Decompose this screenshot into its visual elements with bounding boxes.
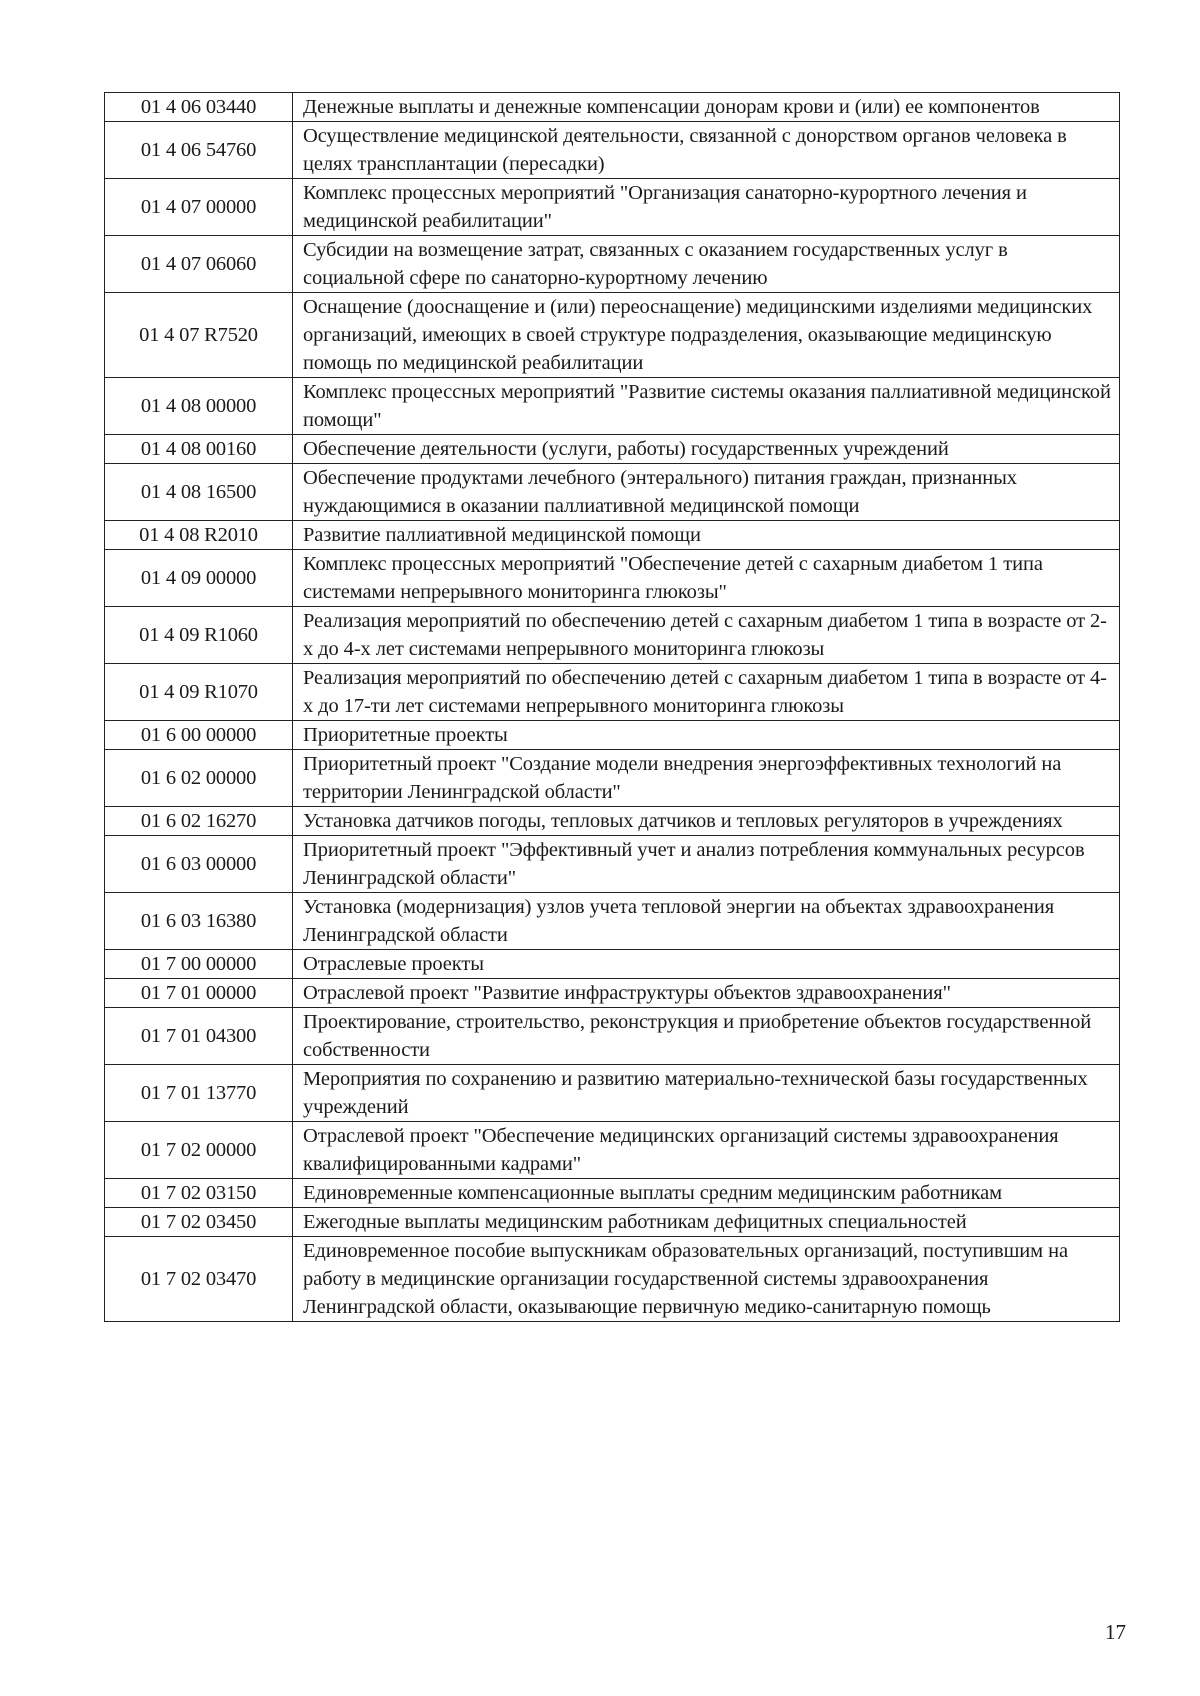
- row-name: Установка датчиков погоды, тепловых датчиков и тепловых регуляторов в учреждениях: [293, 807, 1120, 836]
- table-row: [105, 750, 1120, 807]
- row-name: Приоритетные проекты: [293, 721, 1120, 750]
- row-code: 01 4 07 R7520: [105, 293, 293, 378]
- row-code: 01 6 03 00000: [105, 836, 293, 893]
- row-name: Ежегодные выплаты медицинским работникам дефицитных специальностей: [293, 1208, 1120, 1237]
- row-code: 01 7 01 00000: [105, 979, 293, 1008]
- row-code: 01 4 09 R1070: [105, 664, 293, 721]
- row-code: 01 4 06 03440: [105, 93, 293, 122]
- row-name: Единовременное пособие выпускникам образовательных организаций, поступившим на работу в медицинские организации государственной системы здравоохранения Ленинградской области, оказывающие первичную медико-санитарную помощь: [293, 1237, 1120, 1322]
- row-name: Развитие паллиативной медицинской помощи: [293, 521, 1120, 550]
- table-row: [105, 950, 1120, 979]
- row-name: Установка (модернизация) узлов учета тепловой энергии на объектах здравоохранения Ленинградской области: [293, 893, 1120, 950]
- table-row: [105, 1179, 1120, 1208]
- table-row: [105, 122, 1120, 179]
- row-code: 01 7 01 13770: [105, 1065, 293, 1122]
- row-name: Реализация мероприятий по обеспечению детей с сахарным диабетом 1 типа в возрасте от 4-х до 17-ти лет системами непрерывного мониторинга глюкозы: [293, 664, 1120, 721]
- row-name: Приоритетный проект "Создание модели внедрения энергоэффективных технологий на территории Ленинградской области": [293, 750, 1120, 807]
- table-row: [105, 893, 1120, 950]
- row-code: 01 7 02 03150: [105, 1179, 293, 1208]
- row-name: Денежные выплаты и денежные компенсации донорам крови и (или) ее компонентов: [293, 93, 1120, 122]
- row-name: Проектирование, строительство, реконструкция и приобретение объектов государственной собственности: [293, 1008, 1120, 1065]
- table-row: [105, 1122, 1120, 1179]
- row-code: 01 4 08 00160: [105, 435, 293, 464]
- row-code: 01 4 06 54760: [105, 122, 293, 179]
- row-name: Комплекс процессных мероприятий "Развитие системы оказания паллиативной медицинской помощи": [293, 378, 1120, 435]
- table-row: [105, 464, 1120, 521]
- row-code: 01 4 09 00000: [105, 550, 293, 607]
- table-row: [105, 236, 1120, 293]
- table-row: [105, 93, 1120, 122]
- row-code: 01 7 02 00000: [105, 1122, 293, 1179]
- row-code: 01 6 02 16270: [105, 807, 293, 836]
- table-row: [105, 550, 1120, 607]
- row-code: 01 7 01 04300: [105, 1008, 293, 1065]
- row-name: Комплекс процессных мероприятий "Организация санаторно-курортного лечения и медицинской реабилитации": [293, 179, 1120, 236]
- row-code: 01 4 08 16500: [105, 464, 293, 521]
- table-row: [105, 1008, 1120, 1065]
- row-name: Единовременные компенсационные выплаты средним медицинским работникам: [293, 1179, 1120, 1208]
- row-name: Отраслевые проекты: [293, 950, 1120, 979]
- row-name: Обеспечение продуктами лечебного (энтерального) питания граждан, признанных нуждающимися в оказании паллиативной медицинской помощи: [293, 464, 1120, 521]
- page-number: 17: [1105, 1620, 1126, 1644]
- row-code: 01 7 02 03450: [105, 1208, 293, 1237]
- row-code: 01 4 09 R1060: [105, 607, 293, 664]
- table-row: [105, 721, 1120, 750]
- table-row: [105, 179, 1120, 236]
- row-code: 01 4 07 06060: [105, 236, 293, 293]
- row-name: Отраслевой проект "Развитие инфраструктуры объектов здравоохранения": [293, 979, 1120, 1008]
- row-code: 01 7 02 03470: [105, 1237, 293, 1322]
- row-code: 01 6 02 00000: [105, 750, 293, 807]
- row-name: Обеспечение деятельности (услуги, работы) государственных учреждений: [293, 435, 1120, 464]
- row-name: Мероприятия по сохранению и развитию материально-технической базы государственных учреждений: [293, 1065, 1120, 1122]
- table-row: [105, 293, 1120, 378]
- row-name: Реализация мероприятий по обеспечению детей с сахарным диабетом 1 типа в возрасте от 2-х до 4-х лет системами непрерывного мониторинга глюкозы: [293, 607, 1120, 664]
- row-name: Комплекс процессных мероприятий "Обеспечение детей с сахарным диабетом 1 типа системами непрерывного мониторинга глюкозы": [293, 550, 1120, 607]
- row-code: 01 4 08 R2010: [105, 521, 293, 550]
- table-row: [105, 378, 1120, 435]
- table-row: [105, 1065, 1120, 1122]
- row-code: 01 6 00 00000: [105, 721, 293, 750]
- row-name: Отраслевой проект "Обеспечение медицинских организаций системы здравоохранения квалифицированными кадрами": [293, 1122, 1120, 1179]
- table-row: [105, 521, 1120, 550]
- row-code: 01 4 07 00000: [105, 179, 293, 236]
- table-row: [105, 979, 1120, 1008]
- row-name: Приоритетный проект "Эффективный учет и анализ потребления коммунальных ресурсов Ленинградской области": [293, 836, 1120, 893]
- row-code: 01 7 00 00000: [105, 950, 293, 979]
- row-code: 01 6 03 16380: [105, 893, 293, 950]
- table-row: [105, 836, 1120, 893]
- row-name: Осуществление медицинской деятельности, связанной с донорством органов человека в целях трансплантации (пересадки): [293, 122, 1120, 179]
- row-name: Субсидии на возмещение затрат, связанных с оказанием государственных услуг в социальной сфере по санаторно-курортному лечению: [293, 236, 1120, 293]
- table-row: [105, 807, 1120, 836]
- table-row: [105, 1237, 1120, 1322]
- table-row: [105, 664, 1120, 721]
- budget-codes-table: [104, 92, 1120, 1322]
- table-row: [105, 435, 1120, 464]
- table-row: [105, 607, 1120, 664]
- row-code: 01 4 08 00000: [105, 378, 293, 435]
- table-row: [105, 1208, 1120, 1237]
- row-name: Оснащение (дооснащение и (или) переоснащение) медицинскими изделиями медицинских организаций, имеющих в своей структуре подразделения, оказывающие медицинскую помощь по медицинской реабилитации: [293, 293, 1120, 378]
